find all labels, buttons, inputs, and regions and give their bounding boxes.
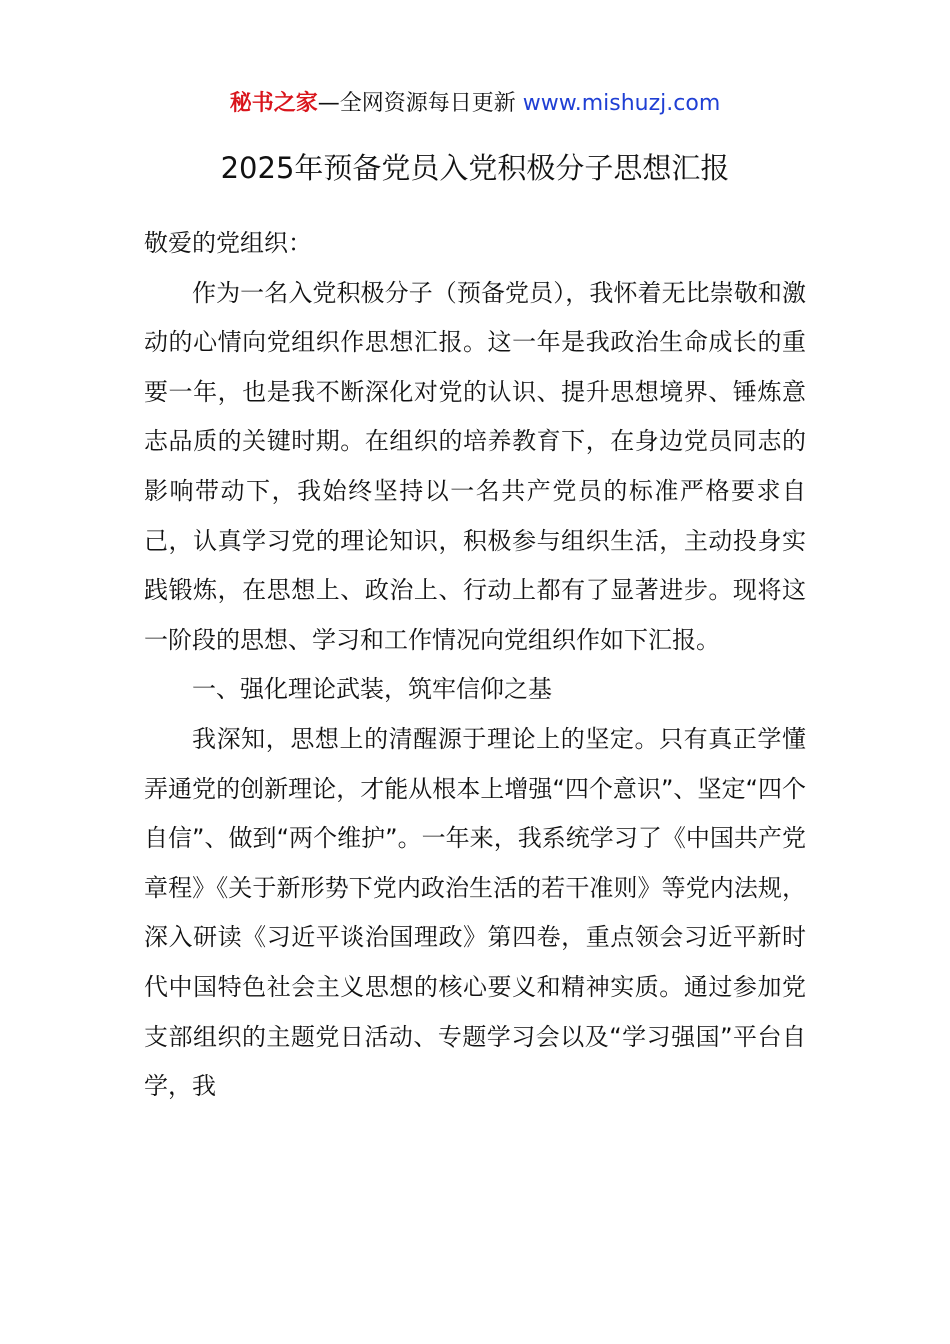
- site-tagline: —全网资源每日更新: [317, 91, 516, 116]
- document-title: 2025年预备党员入党积极分子思想汇报: [220, 151, 730, 185]
- paragraph-section-one: 我深知，思想上的清醒源于理论上的坚定。只有真正学懂弄通党的创新理论，才能从根本上增强“四个意识”、坚定“四个自信”、做到“两个维护”。一年来，我系统学习了《中国共产党章程》《关于新形势下党内政治生活的若干准则》等党内法规，深入研读《习近平谈治国理政》第四卷，重点领会习近平新时代中国特色社会主义思想的核心要义和精神实质。通过参加党支部组织的主题党日活动、专题学习会以及“学习强国”平台自学，我: [144, 724, 806, 1101]
- site-brand: 秘书之家: [229, 91, 318, 116]
- document-body: [144, 219, 806, 1112]
- salutation: 敬爱的党组织：: [144, 229, 312, 257]
- site-url-link[interactable]: www.mishuzj.com: [522, 91, 721, 116]
- site-header: [0, 88, 950, 120]
- section-heading: 一、强化理论武装，筑牢信仰之基: [192, 675, 552, 704]
- paragraph-intro: 作为一名入党积极分子（预备党员），我怀着无比崇敬和激动的心情向党组织作思想汇报。这一年是我政治生命成长的重要一年，也是我不断深化对党的认识、提升思想境界、锤炼意志品质的关键时期。在组织的培养教育下，在身边党员同志的影响带动下，我始终坚持以一名共产党员的标准严格要求自己，认真学习党的理论知识，积极参与组织生活，主动投身实践锻炼，在思想上、政治上、行动上都有了显著进步。现将这一阶段的思想、学习和工作情况向党组织作如下汇报。: [144, 278, 806, 654]
